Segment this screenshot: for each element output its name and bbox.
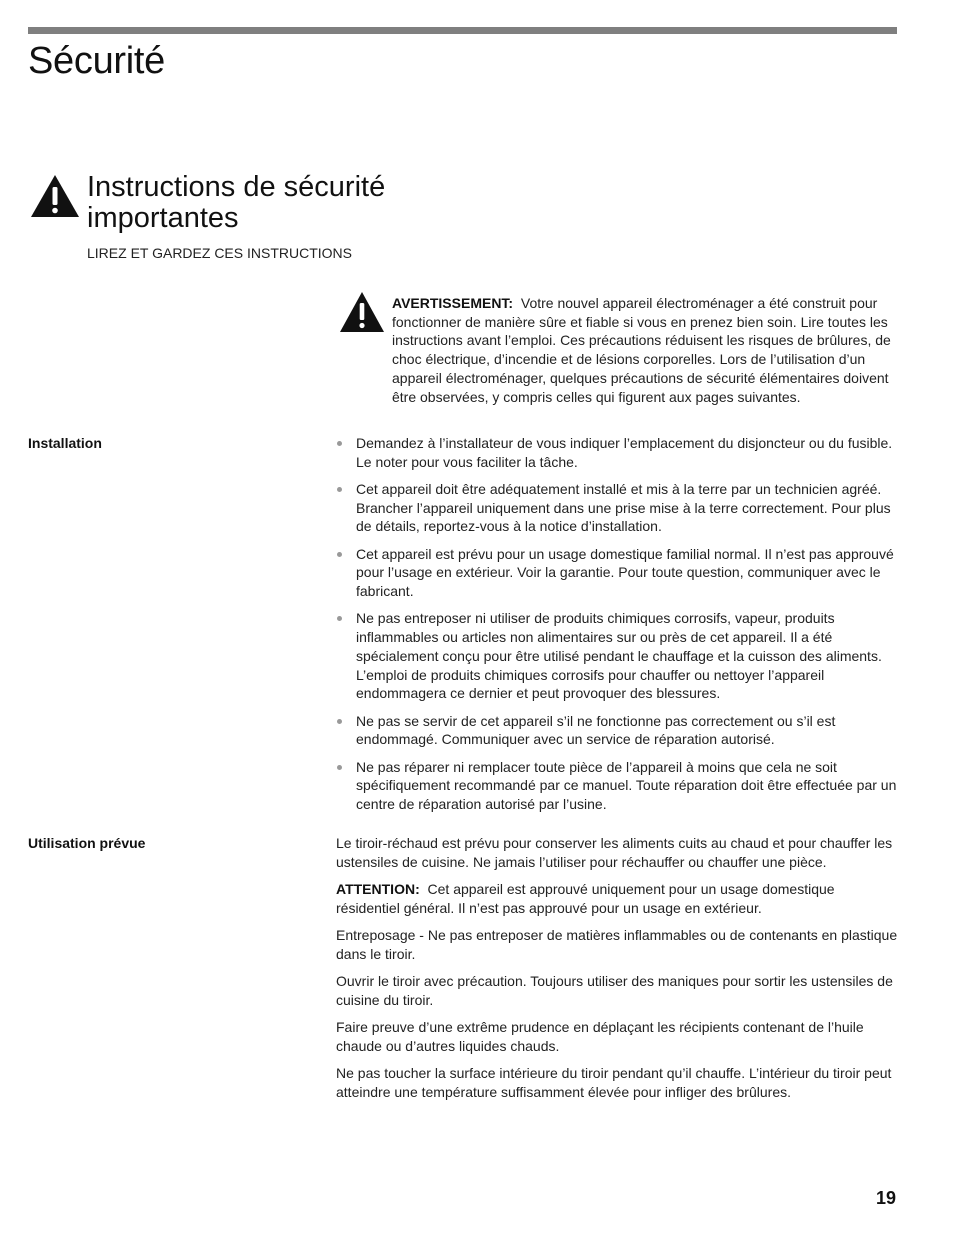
- bullet-icon: [337, 719, 342, 724]
- bullet-icon: [337, 441, 342, 446]
- bullet-icon: [337, 616, 342, 621]
- list-item-text: Cet appareil doit être adéquatement installé et mis à la terre par un technicien agréé. Brancher l’appareil uniquement dans une prise mise à la terre correctement. Pour plus de détails, reportez-vous à la notice d’installation.: [356, 481, 891, 535]
- list-item: [336, 609, 898, 703]
- installation-label: Installation: [28, 435, 102, 451]
- page-title: Sécurité: [28, 40, 166, 82]
- page-number: 19: [875, 1188, 896, 1208]
- list-item-text: Ne pas se servir de cet appareil s’il ne fonctionne pas correctement ou s’il est endommagé. Communiquer avec un service de réparation autorisé.: [356, 712, 836, 748]
- bullet-icon: [337, 765, 342, 770]
- list-item-text: Ne pas réparer ni remplacer toute pièce de l’appareil à moins que cela ne soit spécifiquement recommandé par ce manuel. Toute réparation doit être effectuée par un centre de réparation autorisé par l’usine.: [356, 758, 897, 812]
- warning-text: Votre nouvel appareil électroménager a été construit pour fonctionner de manière sûre et fiable si vous en prenez bien soin. Lire toutes les instructions avant l’emploi. Ces précautions réduisent les risques de brûlures, de choc électrique, d’incendie et de lésions corporelles. Lors de l’utilisation d’un appareil électroménager, quelques précautions de sécurité élémentaires doivent être observées, y compris celles qui figurent aux pages suivantes.: [392, 295, 891, 405]
- list-item-text: Demandez à l’installateur de vous indiquer l’emplacement du disjoncteur ou du fusible. Le noter pour vous faciliter la tâche.: [356, 435, 893, 470]
- list-item-text: Cet appareil est prévu pour un usage domestique familial normal. Il n’est pas approuvé pour l’usage en extérieur. Voir la garantie. Pour toute question, communiquer avec le fabricant.: [356, 545, 894, 600]
- list-item-text: Ne pas entreposer ni utiliser de produits chimiques corrosifs, vapeur, produits inflammables ou articles non alimentaires sur ou près de cet appareil. Il a été spécialement conçu pour être utilisé pendant le chauffage et la cuisson des aliments. L’emploi de produits chimiques corrosifs pour chauffer ou nettoyer l’appareil endommagera ce dernier et peut provoquer des blessures.: [356, 610, 882, 702]
- usage-label: Utilisation prévue: [28, 835, 146, 851]
- top-rule: [28, 27, 897, 34]
- usage-paragraph: Entreposage - Ne pas entreposer de matières inflammables ou de contenants en plastique dans le tiroir.: [336, 927, 898, 962]
- usage-paragraph: Ouvrir le tiroir avec précaution. Toujours utiliser des maniques pour sortir les ustensiles de cuisine du tiroir.: [336, 973, 893, 1008]
- section-heading: Instructions de sécurité importantes: [87, 171, 386, 234]
- list-item: [336, 545, 898, 601]
- warning-label: AVERTISSEMENT:: [392, 295, 514, 311]
- list-item: [336, 712, 898, 749]
- list-item: [336, 758, 898, 814]
- usage-paragraph: Ne pas toucher la surface intérieure du tiroir pendant qu’il chauffe. L’intérieur du tiroir peut atteindre une température suffisamment élevée pour infliger des brûlures.: [336, 1065, 892, 1100]
- warning-paragraph: [392, 294, 897, 406]
- attention-text: Cet appareil est approuvé uniquement pour un usage domestique résidentiel général. Il n’est pas approuvé pour un usage en extérieur.: [336, 881, 835, 916]
- usage-paragraph: Faire preuve d’une extrême prudence en déplaçant les récipients contenant de l’huile chaude ou d’autres liquides chauds.: [336, 1019, 864, 1054]
- warning-triangle-icon: [30, 174, 80, 218]
- attention-label: ATTENTION:: [336, 881, 420, 897]
- bullet-icon: [337, 552, 342, 557]
- section-subheading: LIREZ ET GARDEZ CES INSTRUCTIONS: [87, 245, 352, 261]
- warning-triangle-icon: [339, 291, 385, 333]
- bullet-icon: [337, 487, 342, 492]
- list-item: [336, 434, 898, 471]
- attention-paragraph: [336, 880, 898, 917]
- list-item: [336, 480, 898, 536]
- installation-list: [336, 434, 898, 822]
- usage-section: [336, 834, 898, 1110]
- usage-intro: Le tiroir-réchaud est prévu pour conserver les aliments cuits au chaud et pour chauffer les ustensiles de cuisine. Ne jamais l’utiliser pour réchauffer ou chauffer une pièce.: [336, 835, 893, 870]
